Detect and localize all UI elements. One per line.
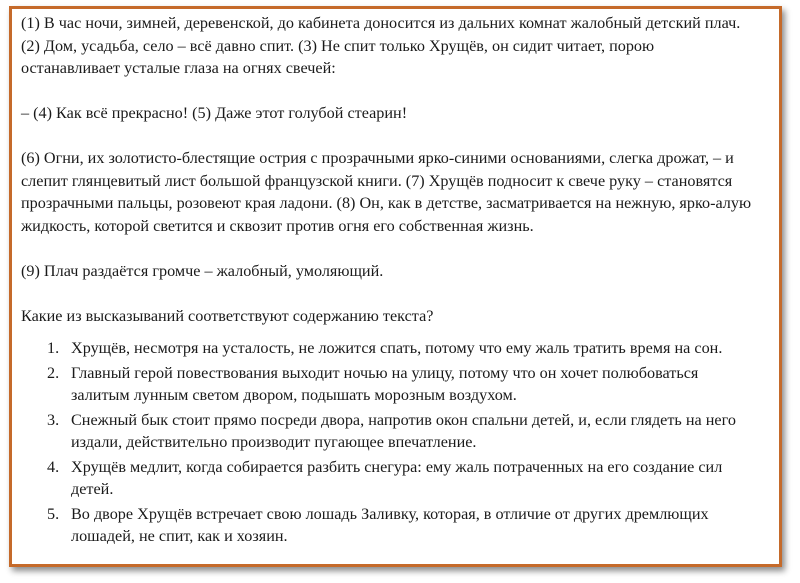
option-text: Во дворе Хрущёв встречает свою лошадь Заливку, которая, в отличие от других дремлющих лошадей, не спит, как и хозяин. [71,504,709,545]
text-paragraph-1: (1) В час ночи, зимней, деревенской, до кабинета доносится из дальних комнат жалобный детский плач. (2) Дом, усадьба, село – всё давно спит. (3) Не спит только Хрущёв, он сидит читает, порою останавливает усталые глаза на огнях свечей: [21,14,741,77]
option-number: 2. [47,363,60,382]
option-text: Снежный бык стоит прямо посреди двора, напротив окон спальни детей, и, если глядеть на него издали, действительно производит пугающее впечатление. [71,410,736,451]
answer-option [21,456,756,501]
answer-option [21,409,756,454]
text-paragraph-3: (6) Огни, их золотисто-блестящие острия с прозрачными ярко-синими основаниями, слегка дрожат, – и слепит глянцевитый лист большой французской книги. (7) Хрущёв подносит к свече руку – становятся прозрачными пальцы, розовеют края ладони. (8) Он, как в детстве, засматривается на нежную, ярко-алую жидкость, которой светится и сквозит против огня его собственная жизнь. [21,149,752,235]
question-text: Какие из высказываний соответствуют содержанию текста? [21,306,434,325]
text-paragraph-4: (9) Плач раздаётся громче – жалобный, умоляющий. [21,261,384,280]
option-text: Хрущёв медлит, когда собирается разбить снегура: ему жаль потраченных на его создание сил детей. [71,457,723,498]
text-paragraph-2: – (4) Как всё прекрасно! (5) Даже этот голубой стеарин! [21,104,408,122]
option-number: 4. [47,457,60,476]
option-text: Хрущёв, несмотря на усталость, не ложится спать, потому что ему жаль тратить время на сон. [71,339,723,357]
document-content [21,12,756,550]
answer-option [21,362,756,407]
option-number: 5. [47,504,60,523]
answer-options [21,337,756,548]
option-number: 3. [47,410,60,429]
answer-option [21,337,756,360]
option-text: Главный герой повествования выходит ночью на улицу, потому что он хочет полюбоваться залитым лунным светом двором, подышать морозным воздухом. [71,363,699,404]
option-number: 1. [47,339,60,357]
answer-option [21,503,756,548]
